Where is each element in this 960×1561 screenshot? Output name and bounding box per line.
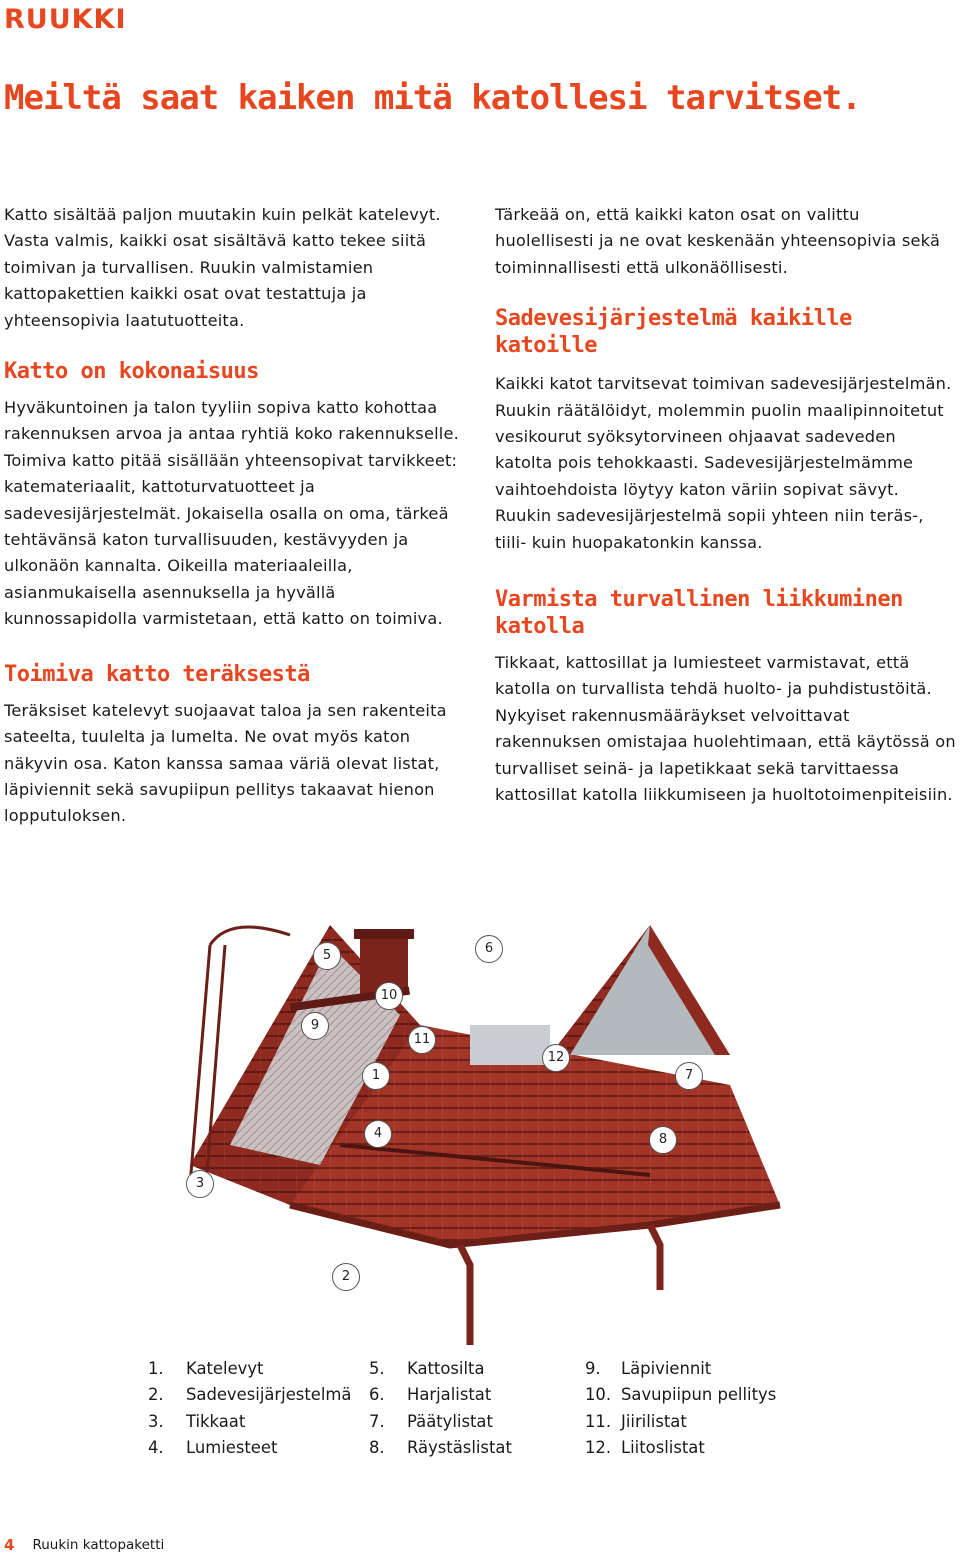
section-heading-rainwater: Sadevesijärjestelmä kaikille katoille [495,306,852,359]
callout-7: 7 [675,1062,703,1090]
callout-9: 9 [301,1012,329,1040]
legend-item: 3. Tikkaat [148,1411,246,1431]
callout-10: 10 [375,982,403,1010]
section-heading-steel-roof: Toimiva katto teräksestä [4,661,310,687]
section-body-rainwater: Kaikki katot tarvitsevat toimivan sadevesijärjestelmän. Ruukin räätälöidyt, molemmin puolin maalipinnoitetut vesikourut syöksytorvineen ohjaavat sadeveden katolta pois tehokkaasti. Sadevesijärjestelmämme vaihtoehdoista löytyy katon väriin sopivat sävyt. Ruukin sadevesijärjestelmä sopii yhteen niin teräs-, tiili- kuin huopakatonkin kanssa. [495,374,952,552]
legend-item: 8. Räystäslistat [369,1438,512,1458]
left-column [4,202,469,830]
legend-column-2 [369,1356,512,1462]
legend-column-1 [148,1356,351,1462]
ruukki-logo: RUUKKI [4,4,127,35]
section-body-safe-access: Tikkaat, kattosillat ja lumiesteet varmistavat, että katolla on turvallista tehdä huolto- ja puhdistustöitä. Nykyiset rakennusmääräykset velvoittavat rakennuksen omistajaa huolehtimaan, että käytössä on turvalliset seinä- ja lapetikkaat sekä tarvittaessa kattosillat katolla liikkumiseen ja huoltotoimenpiteisiin. [495,653,956,805]
page-number: 4 [4,1536,15,1554]
callout-12: 12 [542,1044,570,1072]
legend-item: 10. Savupiipun pellitys [585,1385,777,1405]
intro-paragraph: Katto sisältää paljon muutakin kuin pelkät katelevyt. Vasta valmis, kaikki osat sisältävä katto tekee siitä toimivan ja turvallisen. Ruukin valmistamien kattopakettien kaikki osat ovat testattuja ja yhteensopivia laatutuotteita. [4,205,441,330]
callout-4: 4 [364,1120,392,1148]
section-body-whole-roof: Hyväkuntoinen ja talon tyyliin sopiva katto kohottaa rakennuksen arvoa ja antaa ryhtiä koko rakennukselle. Toimiva katto pitää sisällään yhteensopivat tarvikkeet: katemateriaalit, kattoturvatuotteet ja sadevesijärjestelmät. Jokaisella osalla on oma, tärkeä tehtävänsä katon turvallisuuden, kestävyyden ja ulkonäön kannalta. Oikeilla materiaaleilla, asianmukaisella asennuksella ja hyvällä kunnossapidolla varmistetaan, että katto on toimiva. [4,398,460,629]
section-heading-safe-access: Varmista turvallinen liikkuminen katolla [495,587,903,640]
intro-paragraph-right: Tärkeää on, että kaikki katon osat on valittu huolellisesti ja ne ovat keskenään yhteensopivia sekä toiminnallisesti että ulkonäöllisesti. [495,205,941,277]
callout-11: 11 [408,1026,436,1054]
roof-diagram [170,905,790,1355]
callout-5: 5 [313,942,341,970]
page-title: Meiltä saat kaiken mitä katollesi tarvitset. [4,78,861,118]
legend-item: 4. Lumiesteet [148,1438,278,1458]
callout-2: 2 [332,1263,360,1291]
callout-6: 6 [475,935,503,963]
section-body-steel-roof: Teräksiset katelevyt suojaavat taloa ja sen rakenteita sateelta, tuulelta ja lumelta. Ne ovat myös katon näkyvin osa. Katon kanssa samaa väriä olevat listat, läpiviennit sekä savupiipun pellitys takaavat hienon lopputuloksen. [4,700,447,826]
legend-item: 12. Liitoslistat [585,1438,705,1458]
roof-illustration [170,905,790,1355]
right-column [495,202,957,809]
legend-column-3 [585,1356,776,1462]
callout-8: 8 [649,1126,677,1154]
page-footer [4,1536,164,1554]
callout-1: 1 [362,1062,390,1090]
callout-3: 3 [186,1170,214,1198]
legend-item: 7. Päätylistat [369,1411,493,1431]
section-heading-whole-roof: Katto on kokonaisuus [4,359,259,385]
legend-item: 11. Jiirilistat [585,1411,687,1431]
legend-item: 2. Sadevesijärjestelmä [148,1385,352,1405]
legend-item: 6. Harjalistat [369,1385,492,1405]
downpipe [460,1245,470,1345]
legend-item: 5. Kattosilta [369,1359,485,1378]
footer-text: Ruukin kattopaketti [32,1537,165,1553]
legend-item: 9. Läpiviennit [585,1359,712,1378]
legend-item: 1. Katelevyt [148,1359,264,1378]
valley-flashing [470,1025,550,1065]
